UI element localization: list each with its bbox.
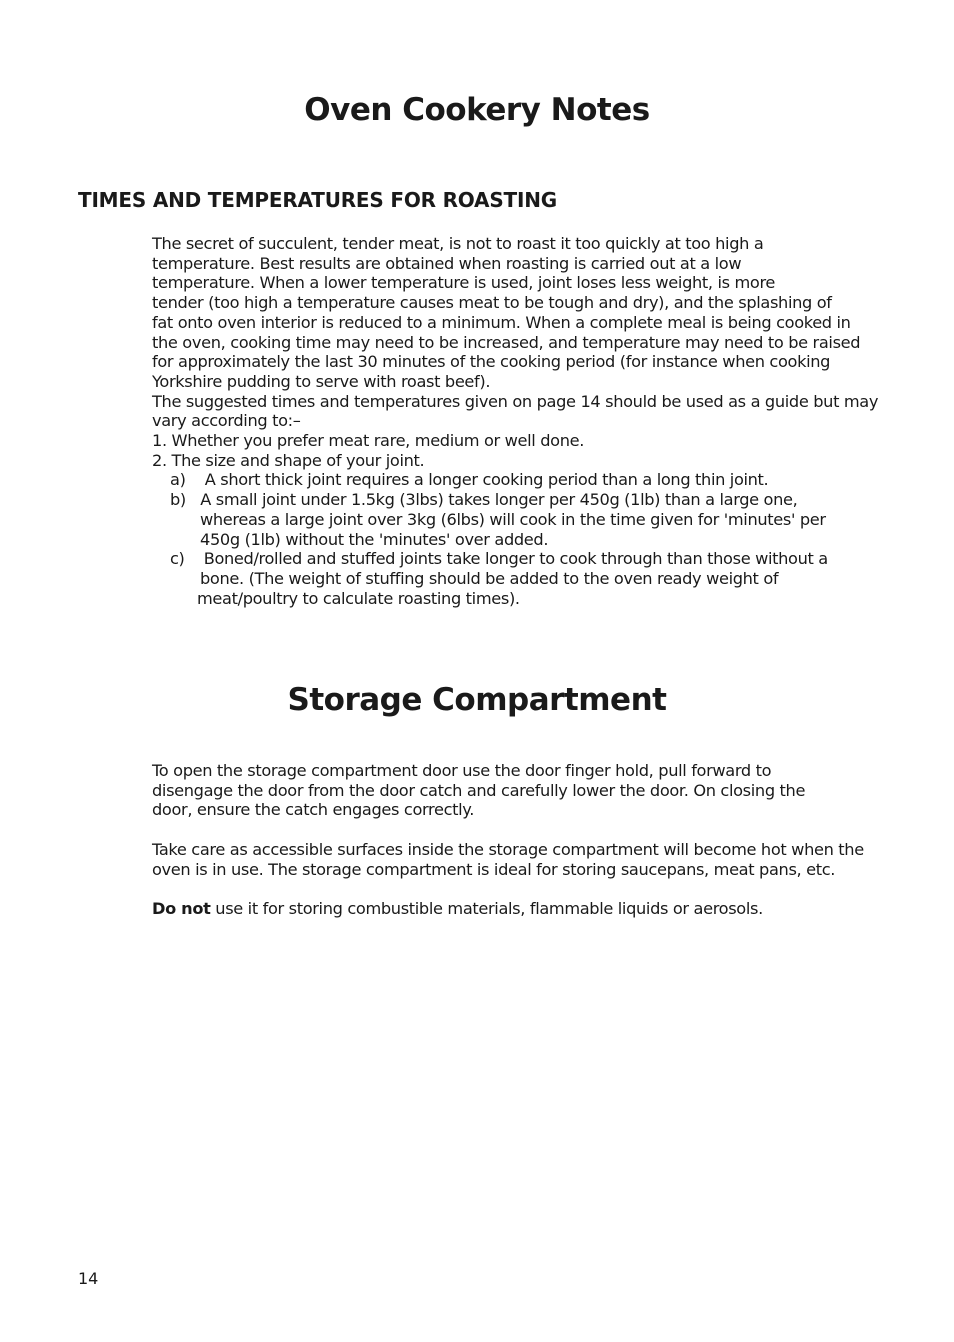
text-line: The secret of succulent, tender meat, is not to roast it too quickly at too high a: [152, 234, 764, 253]
text-line: vary according to:–: [152, 411, 301, 431]
text-line: the oven, cooking time may need to be increased, and temperature may need to be raised: [152, 332, 861, 352]
sub-item-c-continued: meat/poultry to calculate roasting times).: [197, 588, 520, 608]
text-line: tender (too high a temperature causes meat to be tough and dry), and the splashing of: [152, 293, 832, 313]
text-line: The suggested times and temperatures given on page 14 should be used as a guide but may: [152, 391, 879, 411]
list-item: 2. The size and shape of your joint.: [152, 450, 425, 470]
roasting-body: [152, 234, 879, 608]
text-line: disengage the door from the door catch and carefully lower the door. On closing the: [152, 780, 806, 800]
page-number: 14: [78, 1269, 99, 1288]
text-line: door, ensure the catch engages correctly.: [152, 800, 474, 820]
sub-item-a: a) A short thick joint requires a longer cooking period than a long thin joint.: [170, 470, 769, 490]
list-item: 1. Whether you prefer meat rare, medium or well done.: [152, 431, 585, 451]
storage-paragraph-1: [152, 761, 876, 820]
warning-text: use it for storing combustible materials, flammable liquids or aerosols.: [210, 899, 763, 918]
text-line: oven is in use. The storage compartment is ideal for storing saucepans, meat pans, etc.: [152, 859, 836, 879]
text-line: To open the storage compartment door use the door finger hold, pull forward to: [152, 761, 772, 780]
text-line: [152, 899, 876, 919]
text-line: temperature. Best results are obtained when roasting is carried out at a low: [152, 253, 742, 273]
sub-item-c: c) Boned/rolled and stuffed joints take longer to cook through than those without a: [170, 549, 828, 569]
storage-paragraph-3: [152, 899, 876, 919]
storage-paragraph-2: [152, 840, 876, 879]
sub-item-b-continued: 450g (1lb) without the 'minutes' over added.: [200, 529, 549, 549]
section-heading-roasting: TIMES AND TEMPERATURES FOR ROASTING: [78, 188, 557, 212]
text-line: Take care as accessible surfaces inside the storage compartment will become hot when the: [152, 840, 864, 859]
text-line: fat onto oven interior is reduced to a minimum. When a complete meal is being cooked in: [152, 312, 851, 332]
page-title: Oven Cookery Notes: [304, 92, 650, 128]
warning-bold: Do not: [152, 899, 211, 918]
text-line: for approximately the last 30 minutes of the cooking period (for instance when cooking: [152, 352, 831, 372]
sub-item-c-continued: bone. (The weight of stuffing should be added to the oven ready weight of: [200, 568, 779, 588]
text-line: Yorkshire pudding to serve with roast beef).: [152, 371, 491, 391]
storage-title: Storage Compartment: [287, 682, 667, 718]
sub-item-b-continued: whereas a large joint over 3kg (6lbs) will cook in the time given for 'minutes' per: [200, 509, 826, 529]
sub-item-b: b) A small joint under 1.5kg (3lbs) takes longer per 450g (1lb) than a large one,: [170, 490, 798, 510]
text-line: temperature. When a lower temperature is used, joint loses less weight, is more: [152, 273, 776, 293]
